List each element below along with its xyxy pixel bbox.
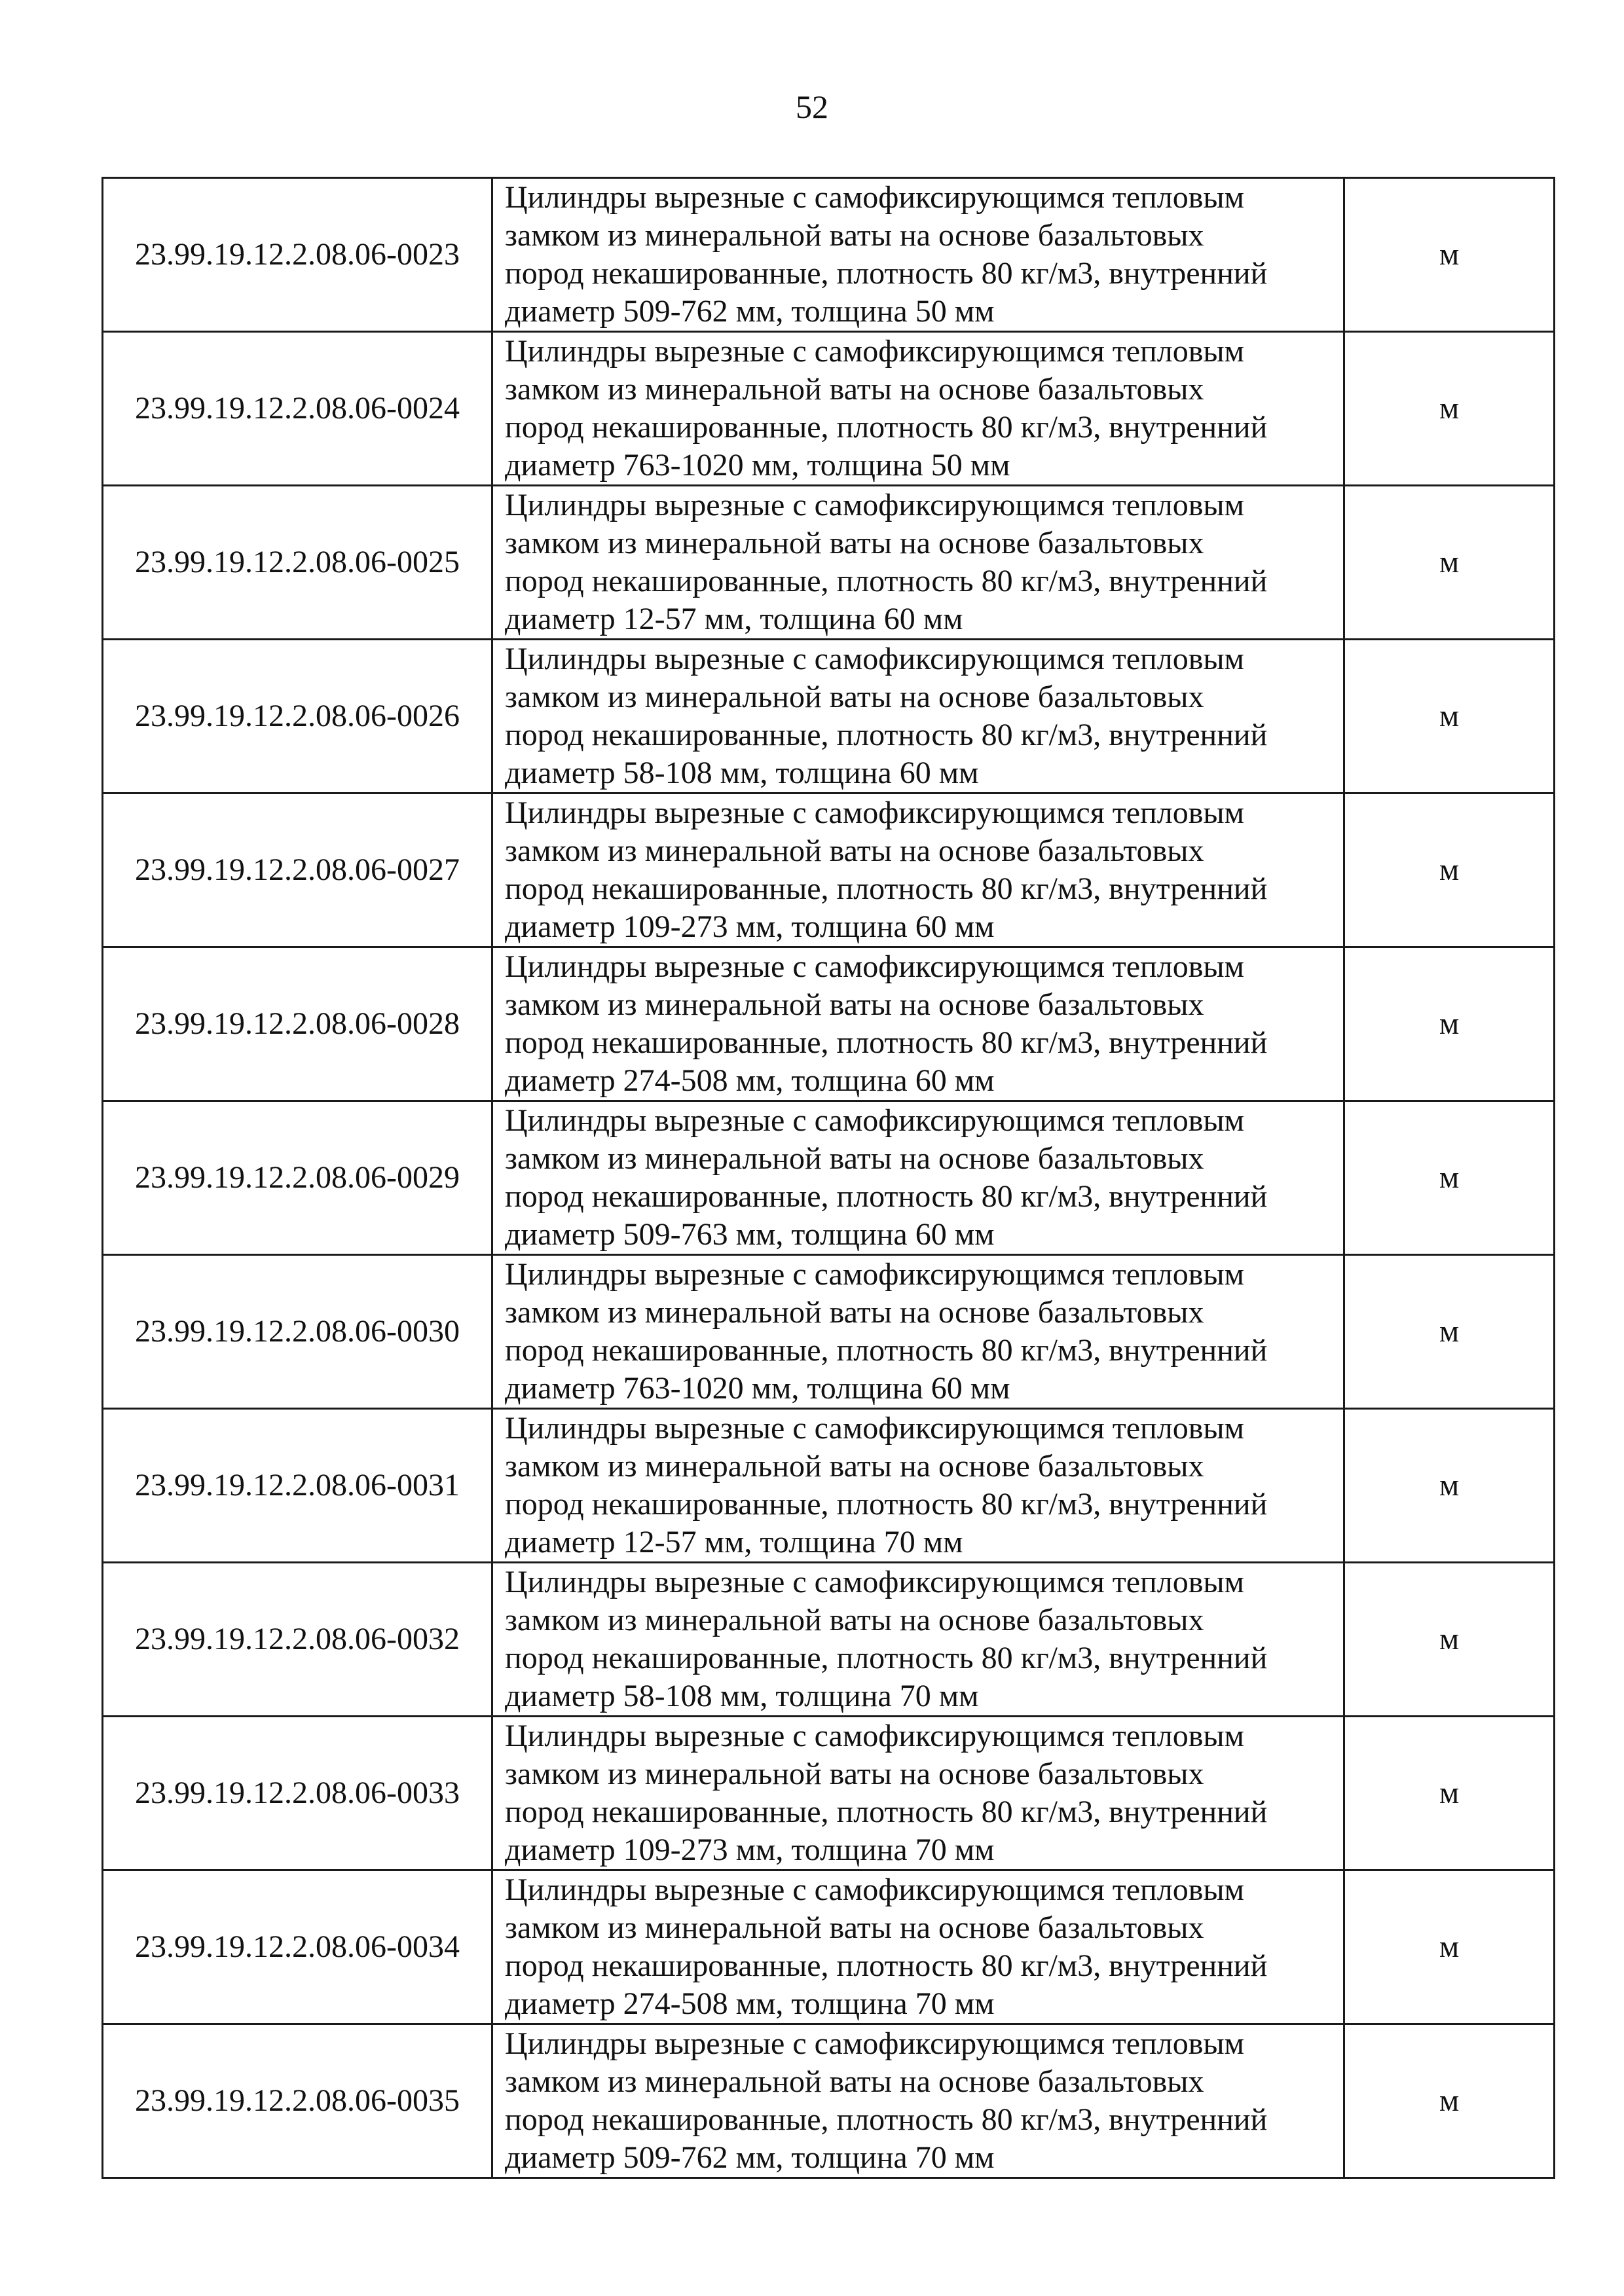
table-row <box>103 1870 1555 2024</box>
description-line: Цилиндры вырезные с самофиксирующимся тепловым <box>505 334 1244 369</box>
description-line: пород некашированные, плотность 80 кг/м3, внутренний <box>505 564 1268 598</box>
table-row <box>103 1563 1555 1717</box>
description-line: диаметр 12-57 мм, толщина 70 мм <box>505 1525 963 1559</box>
description-line: замком из минеральной ваты на основе базальтовых <box>505 1449 1204 1484</box>
item-description <box>492 793 1344 947</box>
item-code: 23.99.19.12.2.08.06-0028 <box>103 947 492 1101</box>
item-unit: м <box>1344 947 1555 1101</box>
item-code: 23.99.19.12.2.08.06-0033 <box>103 1717 492 1870</box>
item-description <box>492 178 1344 332</box>
item-code: 23.99.19.12.2.08.06-0024 <box>103 332 492 486</box>
table-row <box>103 1255 1555 1409</box>
page-number: 52 <box>796 88 828 125</box>
description-line: диаметр 274-508 мм, толщина 60 мм <box>505 1063 995 1098</box>
item-description <box>492 486 1344 640</box>
item-description <box>492 2024 1344 2178</box>
description-line: пород некашированные, плотность 80 кг/м3, внутренний <box>505 1179 1268 1214</box>
description-line: пород некашированные, плотность 80 кг/м3, внутренний <box>505 2102 1268 2137</box>
description-line: замком из минеральной ваты на основе базальтовых <box>505 1295 1204 1330</box>
description-line: Цилиндры вырезные с самофиксирующимся тепловым <box>505 1872 1244 1907</box>
description-line: замком из минеральной ваты на основе базальтовых <box>505 1757 1204 1791</box>
item-code: 23.99.19.12.2.08.06-0029 <box>103 1101 492 1255</box>
item-description <box>492 640 1344 793</box>
item-code: 23.99.19.12.2.08.06-0030 <box>103 1255 492 1409</box>
item-description <box>492 1409 1344 1563</box>
description-line: замком из минеральной ваты на основе базальтовых <box>505 2064 1204 2099</box>
description-line: диаметр 509-762 мм, толщина 50 мм <box>505 294 995 329</box>
description-line: диаметр 763-1020 мм, толщина 50 мм <box>505 448 1010 483</box>
description-line: Цилиндры вырезные с самофиксирующимся тепловым <box>505 1257 1244 1292</box>
item-code: 23.99.19.12.2.08.06-0035 <box>103 2024 492 2178</box>
description-line: замком из минеральной ваты на основе базальтовых <box>505 526 1204 560</box>
table-row <box>103 2024 1555 2178</box>
item-unit: м <box>1344 1409 1555 1563</box>
description-line: пород некашированные, плотность 80 кг/м3, внутренний <box>505 1641 1268 1675</box>
item-description <box>492 1563 1344 1717</box>
description-line: пород некашированные, плотность 80 кг/м3, внутренний <box>505 1333 1268 1368</box>
description-line: пород некашированные, плотность 80 кг/м3, внутренний <box>505 1948 1268 1983</box>
description-line: Цилиндры вырезные с самофиксирующимся тепловым <box>505 795 1244 830</box>
item-unit: м <box>1344 486 1555 640</box>
item-code: 23.99.19.12.2.08.06-0026 <box>103 640 492 793</box>
item-code: 23.99.19.12.2.08.06-0027 <box>103 793 492 947</box>
table-row <box>103 793 1555 947</box>
description-line: Цилиндры вырезные с самофиксирующимся тепловым <box>505 1565 1244 1599</box>
item-unit: м <box>1344 1563 1555 1717</box>
item-unit: м <box>1344 1255 1555 1409</box>
description-line: замком из минеральной ваты на основе базальтовых <box>505 1603 1204 1637</box>
item-unit: м <box>1344 2024 1555 2178</box>
description-line: диаметр 58-108 мм, толщина 60 мм <box>505 756 979 790</box>
description-line: замком из минеральной ваты на основе базальтовых <box>505 680 1204 714</box>
description-line: пород некашированные, плотность 80 кг/м3, внутренний <box>505 718 1268 752</box>
description-line: Цилиндры вырезные с самофиксирующимся тепловым <box>505 180 1244 215</box>
table-row <box>103 1409 1555 1563</box>
item-code: 23.99.19.12.2.08.06-0025 <box>103 486 492 640</box>
table-row <box>103 1717 1555 1870</box>
description-line: Цилиндры вырезные с самофиксирующимся тепловым <box>505 2026 1244 2061</box>
item-description <box>492 1870 1344 2024</box>
description-line: Цилиндры вырезные с самофиксирующимся тепловым <box>505 1103 1244 1138</box>
description-line: пород некашированные, плотность 80 кг/м3, внутренний <box>505 1795 1268 1829</box>
description-line: замком из минеральной ваты на основе базальтовых <box>505 987 1204 1022</box>
description-line: диаметр 109-273 мм, толщина 70 мм <box>505 1832 995 1867</box>
description-line: пород некашированные, плотность 80 кг/м3, внутренний <box>505 1025 1268 1060</box>
description-line: диаметр 509-762 мм, толщина 70 мм <box>505 2140 995 2175</box>
item-unit: м <box>1344 793 1555 947</box>
material-table <box>101 177 1555 2179</box>
table-row <box>103 1101 1555 1255</box>
item-unit: м <box>1344 1870 1555 2024</box>
description-line: замком из минеральной ваты на основе базальтовых <box>505 833 1204 868</box>
table-row <box>103 947 1555 1101</box>
description-line: диаметр 109-273 мм, толщина 60 мм <box>505 909 995 944</box>
material-table-body <box>103 178 1555 2178</box>
item-unit: м <box>1344 640 1555 793</box>
item-description <box>492 332 1344 486</box>
table-row <box>103 486 1555 640</box>
description-line: замком из минеральной ваты на основе базальтовых <box>505 1141 1204 1176</box>
item-description <box>492 1255 1344 1409</box>
item-code: 23.99.19.12.2.08.06-0031 <box>103 1409 492 1563</box>
item-code: 23.99.19.12.2.08.06-0023 <box>103 178 492 332</box>
item-description <box>492 947 1344 1101</box>
description-line: пород некашированные, плотность 80 кг/м3, внутренний <box>505 1487 1268 1522</box>
description-line: пород некашированные, плотность 80 кг/м3, внутренний <box>505 410 1268 445</box>
description-line: пород некашированные, плотность 80 кг/м3, внутренний <box>505 871 1268 906</box>
description-line: замком из минеральной ваты на основе базальтовых <box>505 218 1204 253</box>
table-row <box>103 178 1555 332</box>
description-line: диаметр 763-1020 мм, толщина 60 мм <box>505 1371 1010 1406</box>
item-code: 23.99.19.12.2.08.06-0034 <box>103 1870 492 2024</box>
description-line: Цилиндры вырезные с самофиксирующимся тепловым <box>505 1719 1244 1753</box>
item-unit: м <box>1344 332 1555 486</box>
description-line: диаметр 274-508 мм, толщина 70 мм <box>505 1986 995 2021</box>
item-unit: м <box>1344 178 1555 332</box>
description-line: пород некашированные, плотность 80 кг/м3, внутренний <box>505 256 1268 291</box>
description-line: Цилиндры вырезные с самофиксирующимся тепловым <box>505 488 1244 522</box>
item-description <box>492 1101 1344 1255</box>
description-line: Цилиндры вырезные с самофиксирующимся тепловым <box>505 1411 1244 1446</box>
description-line: диаметр 12-57 мм, толщина 60 мм <box>505 602 963 636</box>
item-description <box>492 1717 1344 1870</box>
item-code: 23.99.19.12.2.08.06-0032 <box>103 1563 492 1717</box>
description-line: замком из минеральной ваты на основе базальтовых <box>505 1910 1204 1945</box>
description-line: Цилиндры вырезные с самофиксирующимся тепловым <box>505 949 1244 984</box>
item-unit: м <box>1344 1717 1555 1870</box>
table-row <box>103 640 1555 793</box>
description-line: диаметр 58-108 мм, толщина 70 мм <box>505 1679 979 1713</box>
description-line: диаметр 509-763 мм, толщина 60 мм <box>505 1217 995 1252</box>
table-row <box>103 332 1555 486</box>
item-unit: м <box>1344 1101 1555 1255</box>
description-line: замком из минеральной ваты на основе базальтовых <box>505 372 1204 407</box>
description-line: Цилиндры вырезные с самофиксирующимся тепловым <box>505 642 1244 676</box>
